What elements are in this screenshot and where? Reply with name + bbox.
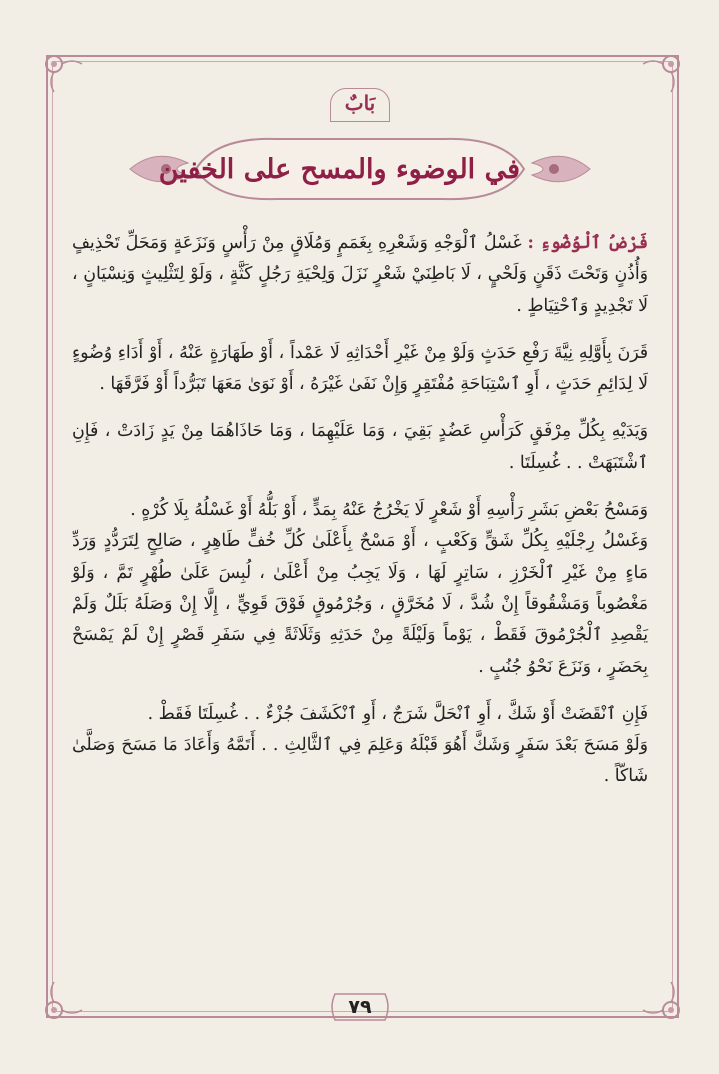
paragraph: قَرَنَ بِأَوَّلِهِ نِيَّةَ رَفْعِ حَدَثٍ وَلَوْ مِنْ غَيْرِ أَحْدَاثِهِ لَا عَمْداً ، أَوْ طَهَارَةٍ عَنْهُ ، أَوْ أَدَاءِ وُضُوءٍ لَا لِدَائِمِ حَدَثٍ ، أَوِ ٱسْتِبَاحَةِ مُفْتَقِرٍ وَإِنْ نَفَىٰ غَيْرَهُ ، أَوْ نَوَىٰ مَعَهَا تَبَرُّداً أَوْ فَرَّقَهَا . <box>72 342 648 395</box>
paragraph <box>72 228 648 322</box>
paragraph-text: غَسْلُ ٱلْوَجْهِ وَشَعْرِهِ بِغَمَمٍ وَمُلَاقٍ مِنْ رَأْسٍ وَنَزَعَةٍ وَمَحَلِّ تَحْذِيفٍ وَأُذُنٍ وَتَحْتَ ذَقَنٍ وَلَحْيٍ ، لَا بَاطِنَيْ شَعْرٍ نَزَلَ وَلِحْيَةِ رَجُلٍ كَثَّةٍ ، وَلَوْ لِتَثْلِيثٍ وَنِسْيَانٍ ، لَا تَجْدِيدٍ وَٱحْتِيَاطٍ . <box>72 233 648 316</box>
corner-ornament-icon <box>641 50 685 94</box>
corner-ornament-icon <box>40 50 84 94</box>
corner-ornament-icon <box>40 980 84 1024</box>
paragraph: وَيَدَيْهِ بِكُلِّ مِرْفَقٍ كَرَأْسِ عَضُدٍ بَقِيَ ، وَمَا عَلَيْهِمَا ، وَمَا حَاذَاهُمَا مِنْ يَدٍ زَادَتْ ، فَإِنِ ٱشْتَبَهَتْ . . غُسِلَتَا . <box>72 421 648 473</box>
paragraph: وَغَسْلُ رِجْلَيْهِ بِكُلِّ شَقٍّ وَكَعْبٍ ، أَوْ مَسْحٌ بِأَعْلَىٰ كُلِّ خُفٍّ طَاهِرٍ ، صَالِحٍ لِتَرَدُّدٍ وَرَدِّ مَاءٍ مِنْ غَيْرِ ٱلْخَرْزِ ، سَاتِرٍ لَهَا ، وَلَا يَجِبُ مِنْ أَعْلَىٰ ، لُبِسَ عَلَىٰ طُهْرٍ تَمَّ ، وَلَوْ مَغْصُوباً وَمَشْقُوقاً إِنْ شُدَّ ، لَا مُخَرَّقٍ ، وَجُرْمُوقٍ فَوْقَ قَوِيٍّ ، إِلَّا إِنْ وَصَلَهُ بَلَلٌ وَلَمْ يَقْصِدِ ٱلْجُرْمُوقَ فَقَطْ ، يَوْماً وَلَيْلَةً مِنْ حَدَثِهِ وَثَلَاثَةً فِي سَفَرِ قَصْرٍ إِنْ لَمْ يَمْسَحْ بِحَضَرٍ ، وَنَزَعَ نَحْوُ جُنُبٍ . <box>72 531 648 677</box>
paragraph: فَإِنِ ٱنْقَضَتْ أَوْ شَكَّ ، أَوِ ٱنْحَلَّ شَرَجٌ ، أَوِ ٱنْكَشَفَ جُزْءٌ . . غُسِلَتَا فَقَطْ . <box>147 703 648 724</box>
section-heading: فَرْضُ ٱلْوُضُوءِ : <box>527 233 648 253</box>
paragraph: وَمَسْحُ بَعْضِ بَشَرِ رَأْسِهِ أَوْ شَعْرٍ لَا يَخْرُجُ عَنْهُ بِمَدٍّ ، أَوْ بَلُّهُ أَوْ غَسْلُهُ بِلَا كُرْهٍ . <box>130 500 648 521</box>
main-text <box>72 228 648 793</box>
chapter-title: في الوضوء والمسح على الخفين <box>158 154 520 185</box>
chapter-label: بَابٌ <box>344 91 376 115</box>
paragraph: وَلَوْ مَسَحَ بَعْدَ سَفَرٍ وَشَكَّ أَهُوَ قَبْلَهُ وَعَلِمَ فِي ٱلثَّالِثِ . . أَتَمَّهُ وَأَعَادَ مَا مَسَحَ وَصَلَّىٰ شَاكّاً . <box>72 735 648 787</box>
page-number: ٧٩ <box>348 996 372 1018</box>
corner-ornament-icon <box>641 980 685 1024</box>
